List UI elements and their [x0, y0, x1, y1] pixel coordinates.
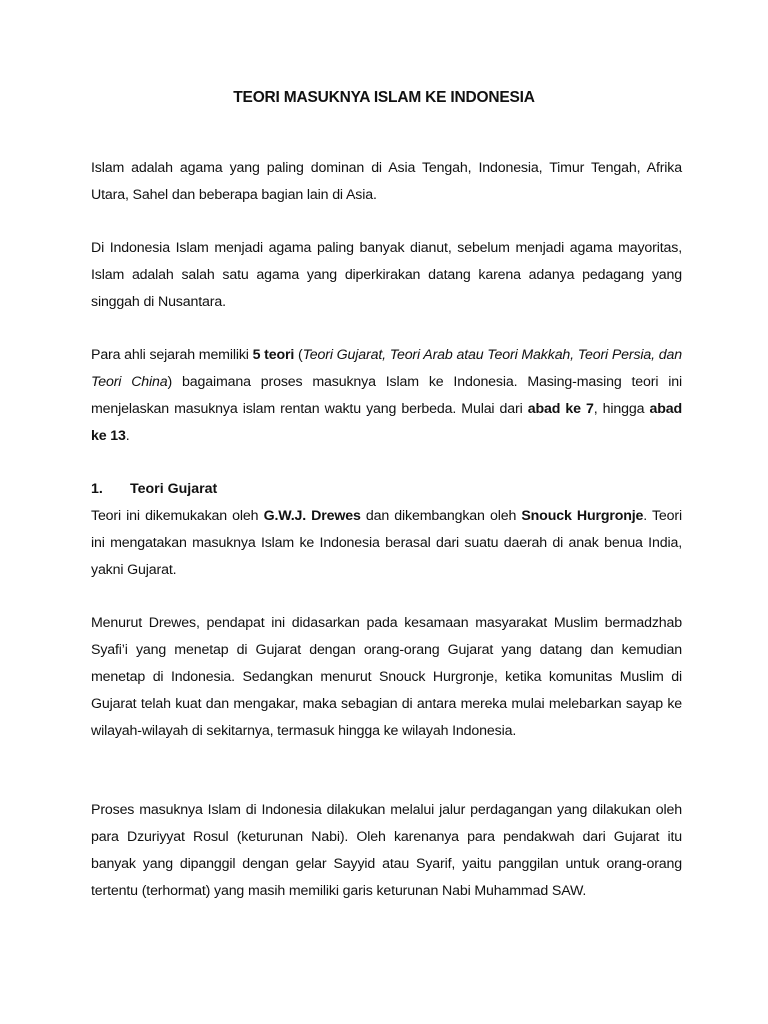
- section1-paragraph-3: Proses masuknya Islam di Indonesia dilakukan melalui jalur perdagangan yang dilakukan oleh para Dzuriyyat Rosul (keturunan Nabi). Oleh karenanya para pendakwah dari Gujarat itu banyak yang dipanggil dengan gelar Sayyid atau Syarif, yaitu panggilan untuk orang-orang tertentu (terhormat) yang masih memiliki garis keturunan Nabi Muhammad SAW.: [91, 802, 682, 899]
- page-title: TEORI MASUKNYA ISLAM KE INDONESIA: [233, 89, 535, 106]
- section-heading-teori-gujarat: [91, 476, 217, 503]
- seventh-century-bold: abad ke 7: [527, 401, 594, 417]
- intro-p3-text-2: (: [294, 347, 303, 363]
- section1-p1-text-3: . Teori ini mengatakan masuknya Islam ke Indonesia berasal dari suatu daerah di anak benua India, yakni Gujarat.: [91, 508, 682, 578]
- intro-p3-text-1: Para ahli sejarah memiliki: [91, 347, 253, 363]
- section1-p1-text-1: Teori ini dikemukakan oleh: [91, 508, 264, 524]
- section-heading-text: Teori Gujarat: [130, 481, 218, 497]
- intro-paragraph-1: Islam adalah agama yang paling dominan di Asia Tengah, Indonesia, Timur Tengah, Afrika Utara, Sahel dan beberapa bagian lain di Asia.: [91, 160, 682, 203]
- hurgronje-bold: Snouck Hurgronje: [521, 508, 644, 524]
- intro-paragraph-2: Di Indonesia Islam menjadi agama paling banyak dianut, sebelum menjadi agama mayoritas, Islam adalah salah satu agama yang diperkirakan datang karena adanya pedagang yang singgah di Nusantara.: [91, 240, 682, 310]
- intro-p3-text-4: , hingga: [593, 401, 650, 417]
- drewes-bold: G.W.J. Drewes: [263, 508, 361, 524]
- thirteenth-century-bold: abad ke 13: [91, 401, 682, 444]
- intro-p3-text-5: .: [125, 428, 130, 444]
- section-number: 1.: [91, 481, 103, 497]
- intro-paragraph-3: [91, 342, 682, 450]
- five-theories-bold: 5 teori: [252, 347, 295, 363]
- section1-paragraph-2: Menurut Drewes, pendapat ini didasarkan pada kesamaan masyarakat Muslim bermadzhab Syafi’i yang menetap di Gujarat dengan orang-orang Gujarat yang datang dan kemudian menetap di Indonesia. Sedangkan menurut Snouck Hurgronje, ketika komunitas Muslim di Gujarat telah kuat dan mengakar, maka sebagian di antara mereka mulai melebarkan sayap ke wilayah-wilayah di sekitarnya, termasuk hingga ke wilayah Indonesia.: [91, 615, 682, 739]
- intro-p3-text-3: ) bagaimana proses masuknya Islam ke Indonesia. Masing-masing teori ini menjelaskan masuknya islam rentan waktu yang berbeda. Mulai dari: [91, 374, 682, 417]
- theories-list-italic: Teori Gujarat, Teori Arab atau Teori Makkah, Teori Persia, dan Teori China: [91, 347, 682, 390]
- section1-paragraph-1: [91, 503, 682, 584]
- section1-p1-text-2: dan dikembangkan oleh: [360, 508, 522, 524]
